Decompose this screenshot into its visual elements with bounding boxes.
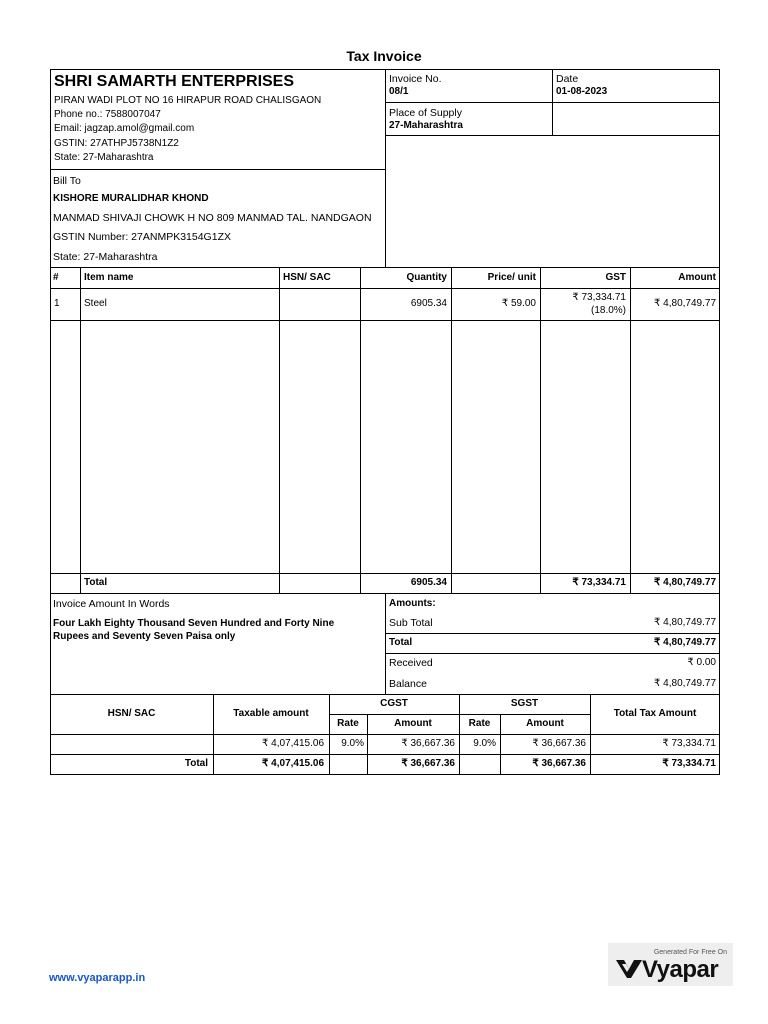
col-header-quantity: Quantity: [406, 272, 447, 283]
date-value: 01-08-2023: [556, 86, 608, 97]
sub-total-label: Sub Total: [389, 617, 433, 629]
website-link[interactable]: www.vyaparapp.in: [49, 972, 146, 984]
col-header-num: #: [53, 272, 59, 283]
divider: [50, 573, 720, 574]
sub-total-value: ₹ 4,80,749.77: [654, 617, 716, 628]
tax-row-cgst-rate: 9.0%: [341, 738, 364, 749]
divider: [385, 633, 720, 634]
tax-header-total-tax: Total Tax Amount: [613, 708, 697, 719]
place-of-supply-label: Place of Supply: [389, 107, 462, 119]
bill-to-label: Bill To: [53, 175, 81, 187]
divider: [80, 267, 81, 594]
divider: [360, 267, 361, 594]
tax-total-cgst-amount: ₹ 36,667.36: [401, 758, 455, 769]
col-header-amount: Amount: [678, 272, 716, 283]
seller-address: PIRAN WADI PLOT NO 16 HIRAPUR ROAD CHALISGAON: [54, 95, 322, 106]
row-price: ₹ 59.00: [501, 298, 536, 309]
seller-name: SHRI SAMARTH ENTERPRISES: [54, 73, 295, 90]
items-total-qty: 6905.34: [410, 577, 447, 588]
divider: [50, 320, 720, 321]
total-label: Total: [389, 637, 413, 648]
tax-header-taxable: Taxable amount: [233, 708, 309, 719]
divider: [50, 734, 720, 735]
col-header-item-name: Item name: [84, 272, 134, 283]
tax-header-hsn: HSN/ SAC: [107, 708, 156, 719]
items-total-gst: ₹ 73,334.71: [572, 577, 626, 588]
balance-label: Balance: [389, 678, 427, 690]
bill-to-address: MANMAD SHIVAJI CHOWK H NO 809 MANMAD TAL. NANDGAON: [53, 212, 372, 224]
divider: [385, 102, 720, 103]
tax-total-label: Total: [184, 758, 208, 769]
date-label: Date: [556, 73, 579, 85]
row-gst: ₹ 73,334.71: [572, 292, 626, 303]
tax-row-sgst-amount: ₹ 36,667.36: [532, 738, 586, 749]
divider: [50, 169, 385, 170]
divider: [50, 288, 720, 289]
row-num: 1: [54, 298, 60, 309]
tax-row-sgst-rate: 9.0%: [473, 738, 496, 749]
row-gst-rate: (18.0%): [590, 305, 626, 316]
tax-header-cgst-rate: Rate: [337, 718, 359, 729]
divider: [385, 653, 720, 654]
row-quantity: 6905.34: [410, 298, 447, 309]
total-value: ₹ 4,80,749.77: [654, 637, 716, 648]
items-table: [50, 267, 720, 594]
place-of-supply-value: 27-Maharashtra: [389, 120, 463, 131]
col-header-hsn: HSN/ SAC: [283, 272, 331, 283]
tax-header-sgst-rate: Rate: [468, 718, 491, 729]
row-item-name: Steel: [84, 298, 107, 309]
divider: [50, 754, 720, 755]
bill-to-name: KISHORE MURALIDHAR KHOND: [53, 193, 209, 204]
tax-header-cgst-amount: Amount: [394, 718, 432, 729]
divider: [540, 267, 541, 594]
divider: [630, 267, 631, 594]
bill-to-state: State: 27-Maharashtra: [53, 251, 158, 263]
tax-total-taxable: ₹ 4,07,415.06: [262, 758, 324, 769]
vyapar-logo-icon: [616, 960, 642, 980]
balance-value: ₹ 4,80,749.77: [654, 678, 716, 689]
badge-brand: Vyapar: [642, 956, 719, 983]
tax-total-total-tax: ₹ 73,334.71: [662, 758, 716, 769]
received-label: Received: [389, 657, 433, 669]
invoice-no-value: 08/1: [389, 86, 409, 97]
divider: [385, 69, 386, 268]
col-header-gst: GST: [605, 272, 626, 283]
invoice-no-label: Invoice No.: [389, 73, 442, 85]
row-amount: ₹ 4,80,749.77: [654, 298, 716, 309]
tax-header-sgst-amount: Amount: [526, 718, 564, 729]
items-total-amount: ₹ 4,80,749.77: [654, 577, 716, 588]
bill-to-gstin: GSTIN Number: 27ANMPK3154G1ZX: [53, 231, 231, 243]
divider: [385, 135, 720, 136]
tax-header-sgst: SGST: [510, 698, 539, 709]
tax-header-cgst: CGST: [380, 698, 408, 709]
document-title: Tax Invoice: [346, 48, 422, 64]
vyapar-badge: [608, 943, 733, 986]
divider: [451, 267, 452, 594]
seller-email: Email: jagzap.amol@gmail.com: [54, 123, 195, 134]
divider: [385, 593, 386, 695]
tax-row-cgst-amount: ₹ 36,667.36: [401, 738, 455, 749]
badge-caption: Generated For Free On: [653, 949, 727, 956]
col-header-price: Price/ unit: [487, 272, 536, 283]
amounts-label: Amounts:: [389, 598, 436, 609]
divider: [279, 267, 280, 594]
words-label: Invoice Amount In Words: [53, 598, 170, 610]
tax-total-sgst-amount: ₹ 36,667.36: [532, 758, 586, 769]
seller-state: State: 27-Maharashtra: [54, 152, 154, 163]
received-value: ₹ 0.00: [687, 657, 716, 668]
words-line-1: Four Lakh Eighty Thousand Seven Hundred and Forty Nine: [53, 618, 335, 629]
tax-row-total-tax: ₹ 73,334.71: [662, 738, 716, 749]
seller-phone: Phone no.: 7588007047: [54, 109, 161, 120]
items-total-label: Total: [84, 577, 108, 588]
seller-gstin: GSTIN: 27ATHPJ5738N1Z2: [54, 138, 179, 149]
tax-row-taxable: ₹ 4,07,415.06: [262, 738, 324, 749]
words-line-2: Rupees and Seventy Seven Paisa only: [53, 631, 236, 642]
